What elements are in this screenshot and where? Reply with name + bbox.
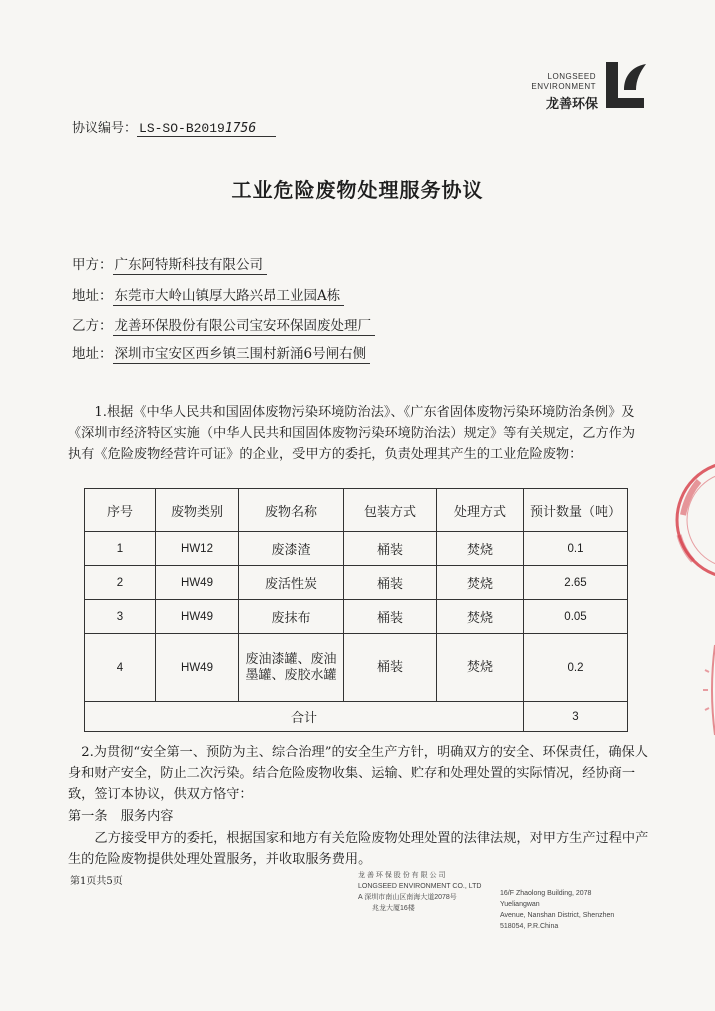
table-row [85, 600, 628, 634]
party-b [72, 314, 375, 334]
agreement-number [72, 117, 276, 136]
cell-quantity: 0.1 [524, 532, 628, 566]
logo-chinese: 龙善环保 [545, 97, 598, 112]
col-header-name: 废物名称 [239, 489, 344, 532]
table-row [85, 532, 628, 566]
cell-category: HW49 [156, 634, 239, 702]
agreement-number-label: 协议编号： [72, 121, 138, 136]
footer-address-en [500, 888, 620, 932]
party-a-value: 广东阿特斯科技有限公司 [113, 257, 268, 275]
table-total-row [85, 702, 628, 732]
party-a-address-value: 东莞市大岭山镇厚大路兴昂工业园A栋 [113, 288, 345, 306]
party-a-label: 甲方： [72, 257, 113, 273]
cell-total-value: 3 [524, 702, 628, 732]
official-seal-icon [665, 455, 715, 585]
logo-mark-icon [602, 60, 650, 110]
logo-english [520, 72, 596, 92]
footer-address-cn: A 深圳市南山区南海大道2078号 [358, 894, 457, 901]
agreement-number-value [137, 121, 276, 137]
footer-address-cn-2: 兆龙大厦16楼 [372, 905, 415, 912]
cell-quantity: 2.65 [524, 566, 628, 600]
agreement-number-handwritten: 1756 [224, 121, 257, 136]
col-header-category: 废物类别 [156, 489, 239, 532]
logo-en-line2: ENVIRONMENT [531, 82, 596, 91]
party-a-address [72, 284, 344, 304]
waste-table-grid [84, 488, 628, 732]
party-b-value: 龙善环保股份有限公司宝安环保固废处理厂 [113, 318, 376, 336]
company-logo [520, 60, 655, 120]
clause-2-paragraph: 2.为贯彻“安全第一、预防为主、综合治理”的安全生产方针，明确双方的安全、环保责任，确保人身和财产安全，防止二次污染。结合危险废物收集、运输、贮存和处理处置的实际情况，经协商一致，签订本协议，供双方恪守： [68, 745, 648, 802]
party-a-address-label: 地址： [72, 288, 113, 304]
cell-category: HW12 [156, 532, 239, 566]
article-1-body: 乙方接受甲方的委托，根据国家和地方有关危险废物处理处置的法律法规，对甲方生产过程中产生的危险废物提供处理处置服务，并收取服务费用。 [68, 831, 649, 867]
logo-en-line1: LONGSEED [547, 72, 596, 81]
seal-fragment-icon [695, 640, 715, 740]
col-header-packaging: 包装方式 [344, 489, 437, 532]
party-b-address [72, 342, 370, 362]
cell-treatment: 焚烧 [437, 532, 524, 566]
cell-packaging: 桶装 [344, 566, 437, 600]
document-title: 工业危险废物处理服务协议 [231, 178, 484, 202]
cell-packaging: 桶装 [344, 600, 437, 634]
footer-company-cn: 龙 善 环 保 股 份 有 限 公 司 [358, 872, 446, 879]
cell-no: 2 [85, 566, 156, 600]
cell-name: 废漆渣 [239, 532, 344, 566]
table-header-row [85, 489, 628, 532]
cell-category: HW49 [156, 600, 239, 634]
col-header-treatment: 处理方式 [437, 489, 524, 532]
cell-no: 3 [85, 600, 156, 634]
footer-address-en-2: Avenue, Nanshan District, Shenzhen [500, 912, 615, 919]
cell-packaging: 桶装 [344, 634, 437, 702]
party-b-label: 乙方： [72, 318, 113, 334]
cell-no: 1 [85, 532, 156, 566]
cell-treatment: 焚烧 [437, 634, 524, 702]
cell-quantity: 0.05 [524, 600, 628, 634]
page-number: 第1页共5页 [70, 876, 123, 887]
clause-1-paragraph: 1.根据《中华人民共和国固体废物污染环境防治法》、《广东省固体废物污染环境防治条例》及《深圳市经济特区实施（中华人民共和国固体废物污染环境防治法）规定》等有关规定，乙方作为执有《危险废物经营许可证》的企业，受甲方的委托，负责处理其产生的工业危险废物： [68, 405, 636, 462]
table-row [85, 634, 628, 702]
cell-treatment: 焚烧 [437, 600, 524, 634]
table-row [85, 566, 628, 600]
cell-total-label: 合计 [85, 702, 524, 732]
col-header-quantity: 预计数量（吨） [524, 489, 628, 532]
col-header-no: 序号 [85, 489, 156, 532]
cell-name: 废抹布 [239, 600, 344, 634]
party-a [72, 253, 267, 273]
article-1-title: 第一条 服务内容 [68, 809, 174, 824]
cell-treatment: 焚烧 [437, 566, 524, 600]
cell-category: HW49 [156, 566, 239, 600]
cell-packaging: 桶装 [344, 532, 437, 566]
footer-address-en-1: 16/F Zhaolong Building, 2078 Yueliangwan [500, 890, 592, 908]
cell-quantity: 0.2 [524, 634, 628, 702]
footer-address-en-3: 518054, P.R.China [500, 923, 559, 930]
agreement-number-code: LS-SO-B2019 [139, 121, 225, 136]
cell-name: 废活性炭 [239, 566, 344, 600]
cell-name: 废油漆罐、废油墨罐、废胶水罐 [239, 634, 344, 702]
waste-table [84, 488, 628, 732]
footer-company-en: LONGSEED ENVIRONMENT CO., LTD [358, 883, 482, 890]
cell-no: 4 [85, 634, 156, 702]
footer-company-info [358, 870, 481, 914]
party-b-address-value: 深圳市宝安区西乡镇三围村新涌6号闸右侧 [113, 346, 371, 364]
party-b-address-label: 地址： [72, 346, 113, 362]
